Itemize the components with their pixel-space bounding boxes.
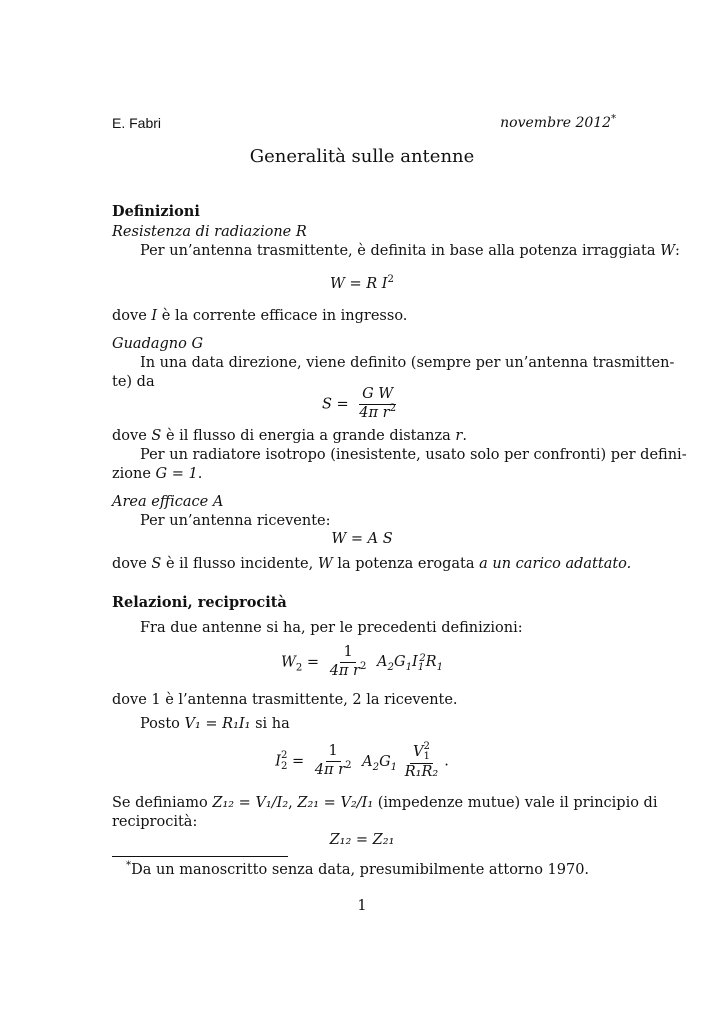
symbol-w-erog: W	[317, 556, 333, 572]
iso-end: .	[197, 466, 203, 482]
symbol-g: G	[191, 336, 204, 352]
dove-inc-2: è il flusso incidente,	[165, 556, 314, 572]
eq2-den: 4π $r^2$	[314, 760, 352, 779]
footnote-text: Da un manoscritto senza data, presumibilmente attorno 1970.	[131, 862, 590, 878]
date	[500, 115, 616, 131]
carico-adattato: a un carico adattato.	[479, 556, 632, 572]
fraction-denominator	[356, 405, 399, 422]
subheading-guadagno	[112, 336, 203, 352]
dove-s-end: .	[462, 428, 467, 444]
fraction-eq2b	[402, 742, 441, 781]
se-z12: Z₁₂ = V₁/I₂	[212, 795, 289, 811]
dove-text: dove	[112, 308, 147, 324]
after-eq1: dove 1 è l’antenna trasmittente, 2 la ricevente.	[112, 692, 458, 708]
eq-exp: 2	[387, 274, 394, 286]
date-footnote-mark: *	[611, 113, 616, 125]
area-text: Per un’antenna ricevente:	[140, 513, 331, 529]
dove-s-text2: è il flusso di energia a grande distanza	[165, 428, 451, 444]
subheading-area-text: Area efficace	[112, 494, 209, 510]
eq1-num: 1	[340, 645, 355, 663]
eq1-den-text: 4π r	[329, 662, 360, 679]
guadagno-line1: In una data direzione, viene definito (sempre per un’antenna trasmitten-	[140, 355, 675, 371]
eq1-den-exp: 2	[359, 661, 367, 673]
equation-w-ri2: W = R $I^2$	[330, 274, 394, 292]
subheading-guadagno-text: Guadagno	[112, 336, 187, 352]
eq2b-num: V 2 1	[410, 742, 433, 764]
date-text: novembre 2012	[500, 115, 612, 131]
fraction-gw	[356, 387, 399, 422]
eq2-mid: $A_2G_1$	[362, 753, 398, 773]
page-number: 1	[357, 898, 367, 914]
iso-line2	[112, 466, 202, 482]
subheading-area	[112, 494, 223, 510]
symbol-i: I	[151, 308, 158, 324]
se-line1: Se definiamo Z₁₂ = V₁/I₂, Z₂₁ = V₂/I₁ (impedenze mutue) vale il principio di	[112, 795, 658, 811]
subheading-resistenza	[112, 224, 307, 240]
iso-eq: G = 1	[155, 466, 198, 482]
den-text: 4π r	[359, 404, 390, 421]
footnote	[126, 862, 589, 878]
page-title: Generalità sulle antenne	[249, 146, 475, 167]
section-heading-definizioni: Definizioni	[112, 203, 200, 220]
se-z21: Z₂₁ = V₂/I₁	[297, 795, 374, 811]
paragraph-dove-s	[112, 428, 467, 444]
dove-inc-3: la potenza erogata	[337, 556, 475, 572]
equation-s-gw: S = $\frac{\text{G W}}{4\pi r^2}$	[0, 387, 724, 422]
eq2b-num-text: V	[412, 744, 424, 761]
equation-w-as: W = A S	[331, 531, 393, 547]
iso-line1: Per un radiatore isotropo (inesistente, usato solo per confronti) per defini-	[140, 447, 687, 463]
eq2-den-text: 4π r	[314, 762, 346, 779]
paragraph-dove-i	[112, 308, 407, 324]
resistenza-text: Per un’antenna trasmittente, è definita in base alla potenza irraggiata	[140, 243, 656, 259]
paragraph-dove-incidente	[112, 556, 631, 572]
eq2-lhs: I	[275, 753, 281, 770]
posto-line	[140, 716, 290, 732]
dove-i-text: è la corrente efficace in ingresso.	[161, 308, 408, 324]
guadagno-line2: te) da	[112, 374, 155, 390]
fraction-eq2	[312, 744, 355, 779]
equation-i2: I 2 2 = $\frac{1}{4\pi r^2}$ $A_2G_1$ V 2 1 R₁R₂ .	[275, 741, 449, 781]
eq2b-den: R₁R₂	[404, 764, 439, 781]
symbol-s-inc: S	[151, 556, 162, 572]
footnote-mark: *	[126, 860, 132, 872]
resistenza-end: :	[675, 243, 680, 259]
equation-z12-z21: Z₁₂ = Z₂₁	[329, 832, 395, 848]
paragraph-resistenza	[140, 243, 680, 259]
iso-text: zione	[112, 466, 151, 482]
eq1-den	[327, 663, 370, 680]
relazioni-intro: Fra due antenne si ha, per le precedenti definizioni:	[140, 620, 523, 636]
dove-s-text1: dove	[112, 428, 147, 444]
eq-lhs: W	[330, 276, 345, 292]
symbol-w: W	[660, 243, 675, 259]
eq-rhs: R I	[366, 276, 388, 292]
symbol-r: R	[295, 224, 307, 240]
subheading-resistenza-text: Resistenza di radiazione	[112, 224, 292, 240]
dove-inc-1: dove	[112, 556, 147, 572]
symbol-a: A	[212, 494, 224, 510]
equation-w2: $W_2$ = $\frac{1}{4\pi r^2}$ $A_2G_1I_1^2R_1$	[280, 644, 444, 679]
symbol-s: S	[151, 428, 162, 444]
section-heading-relazioni: Relazioni, reciprocità	[112, 594, 287, 611]
footnote-rule	[112, 856, 288, 857]
se-line2: reciprocità:	[112, 814, 198, 830]
den-exp: 2	[389, 403, 397, 415]
fraction-numerator: G W	[359, 387, 396, 405]
posto-text: Posto	[140, 716, 180, 732]
eq1-lhs: W	[280, 654, 296, 671]
fraction-eq1	[327, 645, 370, 680]
se-text-b: (impedenze mutue) vale il principio di	[377, 795, 658, 811]
symbol-r-dist: r	[455, 428, 463, 444]
author: E. Fabri	[112, 115, 162, 131]
eq2-num: 1	[326, 744, 341, 762]
posto-eq: V₁ = R₁I₁	[184, 716, 251, 732]
eq1-rhs: $A_2G_1I_1^2R_1$	[377, 652, 444, 674]
se-text-a: Se definiamo	[112, 795, 208, 811]
posto-text2: si ha	[255, 716, 290, 732]
eq1-lhs-sub: 2	[295, 662, 303, 674]
eq-s-lhs: S	[321, 396, 332, 413]
